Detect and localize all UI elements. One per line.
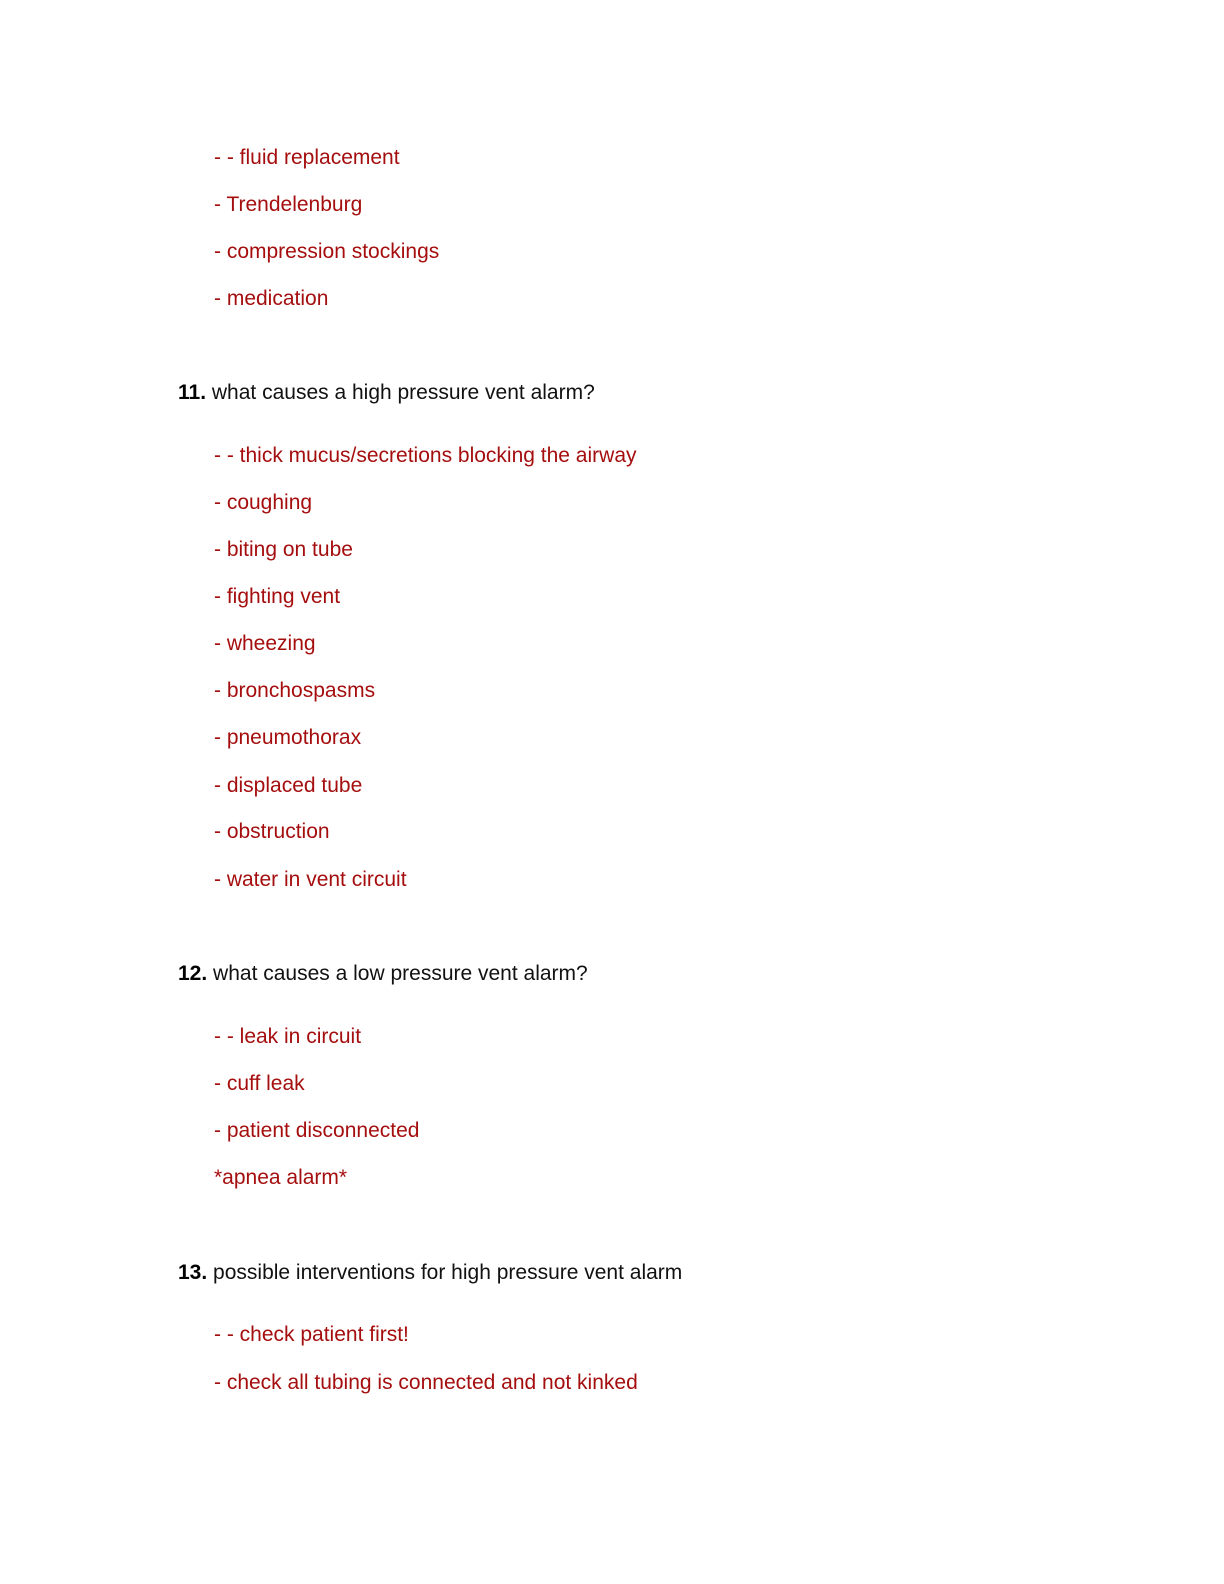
- question-number: 12.: [178, 962, 208, 985]
- answer-line: - patient disconnected: [214, 1119, 420, 1142]
- question-text: what causes a high pressure vent alarm?: [211, 381, 595, 404]
- answer-line: - medication: [214, 287, 329, 310]
- answer-line: - - thick mucus/secretions blocking the airway: [214, 444, 637, 467]
- answer-line: - cuff leak: [214, 1072, 305, 1095]
- answer-line: - bronchospasms: [214, 679, 376, 702]
- answer-line: - pneumothorax: [214, 726, 362, 749]
- answer-line: - coughing: [214, 491, 313, 514]
- question-text: possible interventions for high pressure vent alarm: [213, 1261, 683, 1284]
- answer-line: - check all tubing is connected and not kinked: [214, 1371, 638, 1394]
- answer-line: - biting on tube: [214, 538, 353, 561]
- answer-line: *apnea alarm*: [214, 1166, 348, 1189]
- answer-line: - fighting vent: [214, 585, 341, 608]
- answer-line: - - fluid replacement: [214, 146, 400, 169]
- question-number: 13.: [178, 1261, 208, 1284]
- answer-line: - obstruction: [214, 820, 330, 843]
- answer-line: - displaced tube: [214, 774, 363, 797]
- answer-line: - - check patient first!: [214, 1323, 409, 1346]
- question-11: [178, 380, 595, 406]
- answer-line: - Trendelenburg: [214, 193, 363, 216]
- question-12: [178, 961, 588, 987]
- answer-line: - - leak in circuit: [214, 1025, 362, 1048]
- answer-line: - water in vent circuit: [214, 868, 407, 891]
- question-number: 11.: [178, 381, 207, 404]
- answer-line: - wheezing: [214, 632, 316, 655]
- question-text: what causes a low pressure vent alarm?: [213, 962, 588, 985]
- answer-line: - compression stockings: [214, 240, 440, 263]
- question-13: [178, 1260, 682, 1286]
